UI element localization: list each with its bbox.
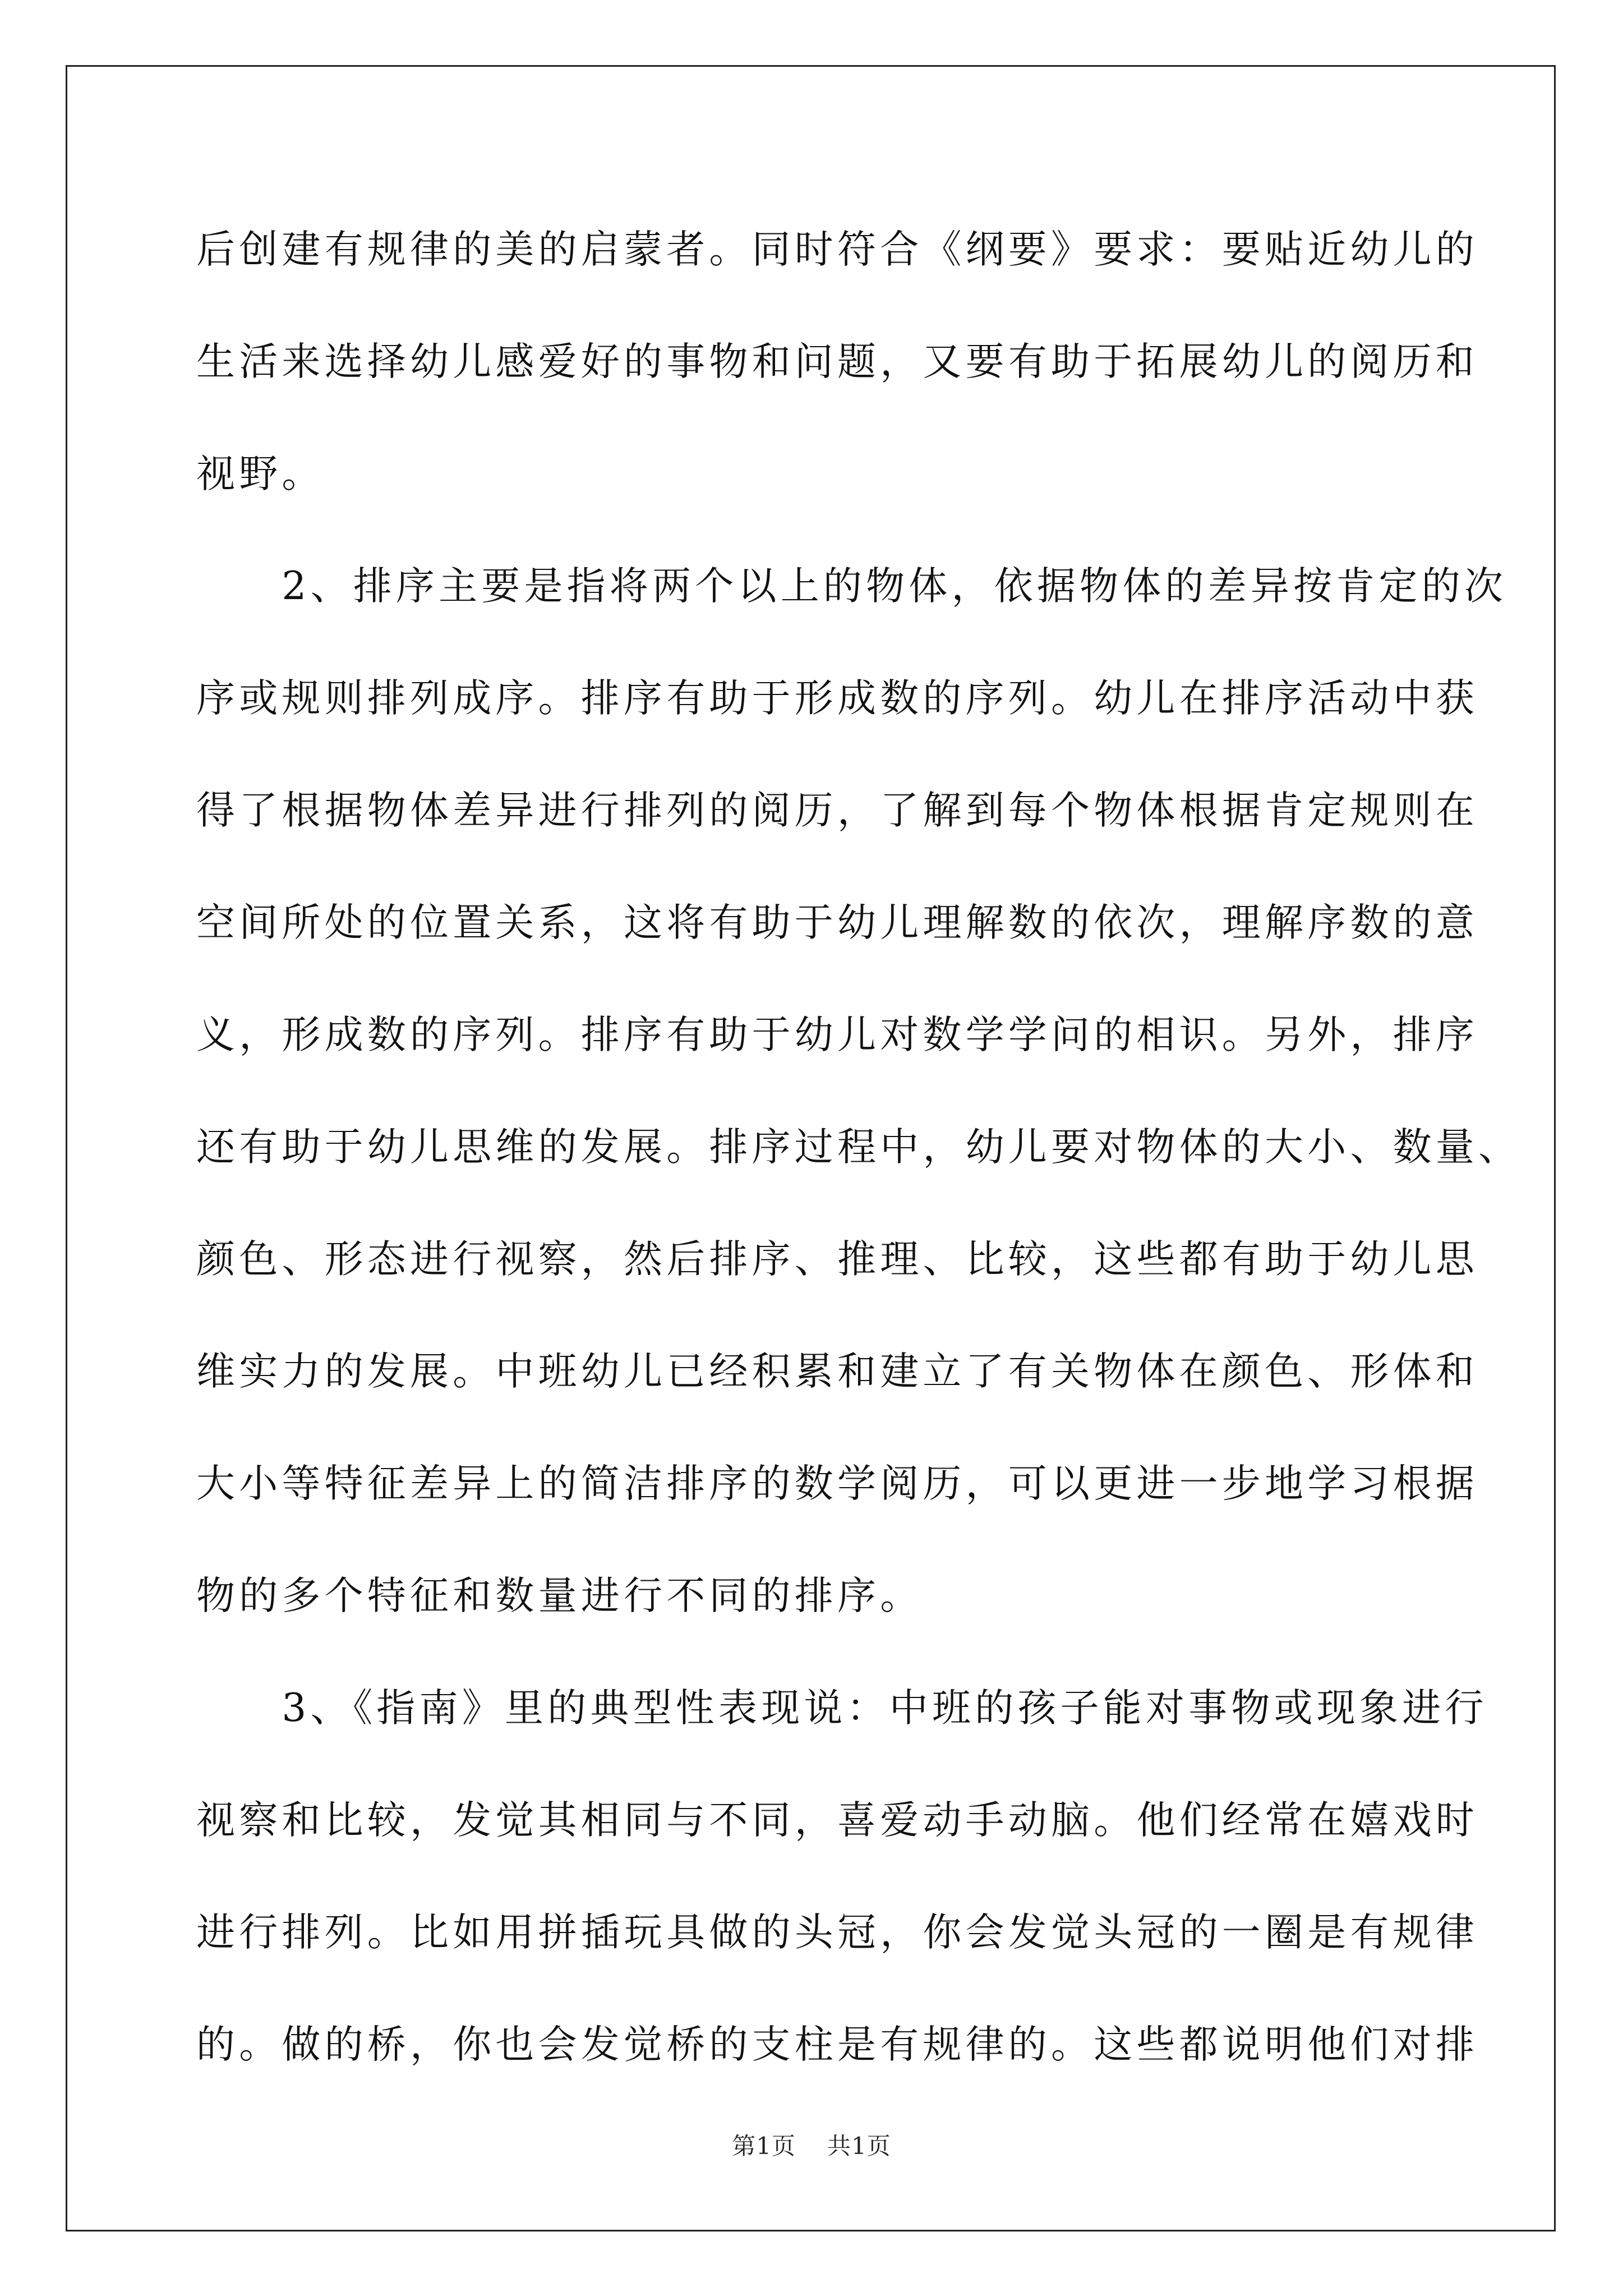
body-line: 的。做的桥，你也会发觉桥的支柱是有规律的。这些都说明他们对排 (196, 2022, 1478, 2067)
body-line: 视野。 (196, 452, 325, 496)
page-number-current: 第1页 (732, 2132, 796, 2160)
body-line: 序或规则排列成序。排序有助于形成数的序列。幼儿在排序活动中获 (196, 676, 1478, 721)
body-line: 得了根据物体差异进行排列的阅历，了解到每个物体根据肯定规则在 (196, 788, 1478, 833)
body-line: 空间所处的位置关系，这将有助于幼儿理解数的依次，理解序数的意 (196, 900, 1478, 945)
body-line: 维实力的发展。中班幼儿已经积累和建立了有关物体在颜色、形体和 (196, 1349, 1478, 1394)
body-line: 颜色、形态进行视察，然后排序、推理、比较，这些都有助于幼儿思 (196, 1237, 1478, 1282)
body-line: 物的多个特征和数量进行不同的排序。 (196, 1573, 923, 1618)
body-line: 3、《指南》里的典型性表现说：中班的孩子能对事物或现象进行 (196, 1686, 1488, 1731)
document-body (196, 220, 1521, 2128)
body-line: 还有助于幼儿思维的发展。排序过程中，幼儿要对物体的大小、数量、 (196, 1125, 1521, 1170)
body-line: 义，形成数的序列。排序有助于幼儿对数学学问的相识。另外，排序 (196, 1013, 1478, 1057)
body-line: 进行排列。比如用拼插玩具做的头冠，你会发觉头冠的一圈是有规律 (196, 1910, 1478, 1955)
body-line: 大小等特征差异上的简洁排序的数学阅历，可以更进一步地学习根据 (196, 1461, 1478, 1506)
page-footer (0, 2133, 1623, 2160)
body-line: 视察和比较，发觉其相同与不同，喜爱动手动脑。他们经常在嬉戏时 (196, 1798, 1478, 1843)
body-line: 生活来选择幼儿感爱好的事物和问题，又要有助于拓展幼儿的阅历和 (196, 339, 1478, 384)
body-line: 后创建有规律的美的启蒙者。同时符合《纲要》要求：要贴近幼儿的 (196, 227, 1478, 272)
body-line: 2、排序主要是指将两个以上的物体，依据物体的差异按肯定的次 (196, 564, 1507, 609)
page-number-total: 共1页 (827, 2132, 891, 2160)
